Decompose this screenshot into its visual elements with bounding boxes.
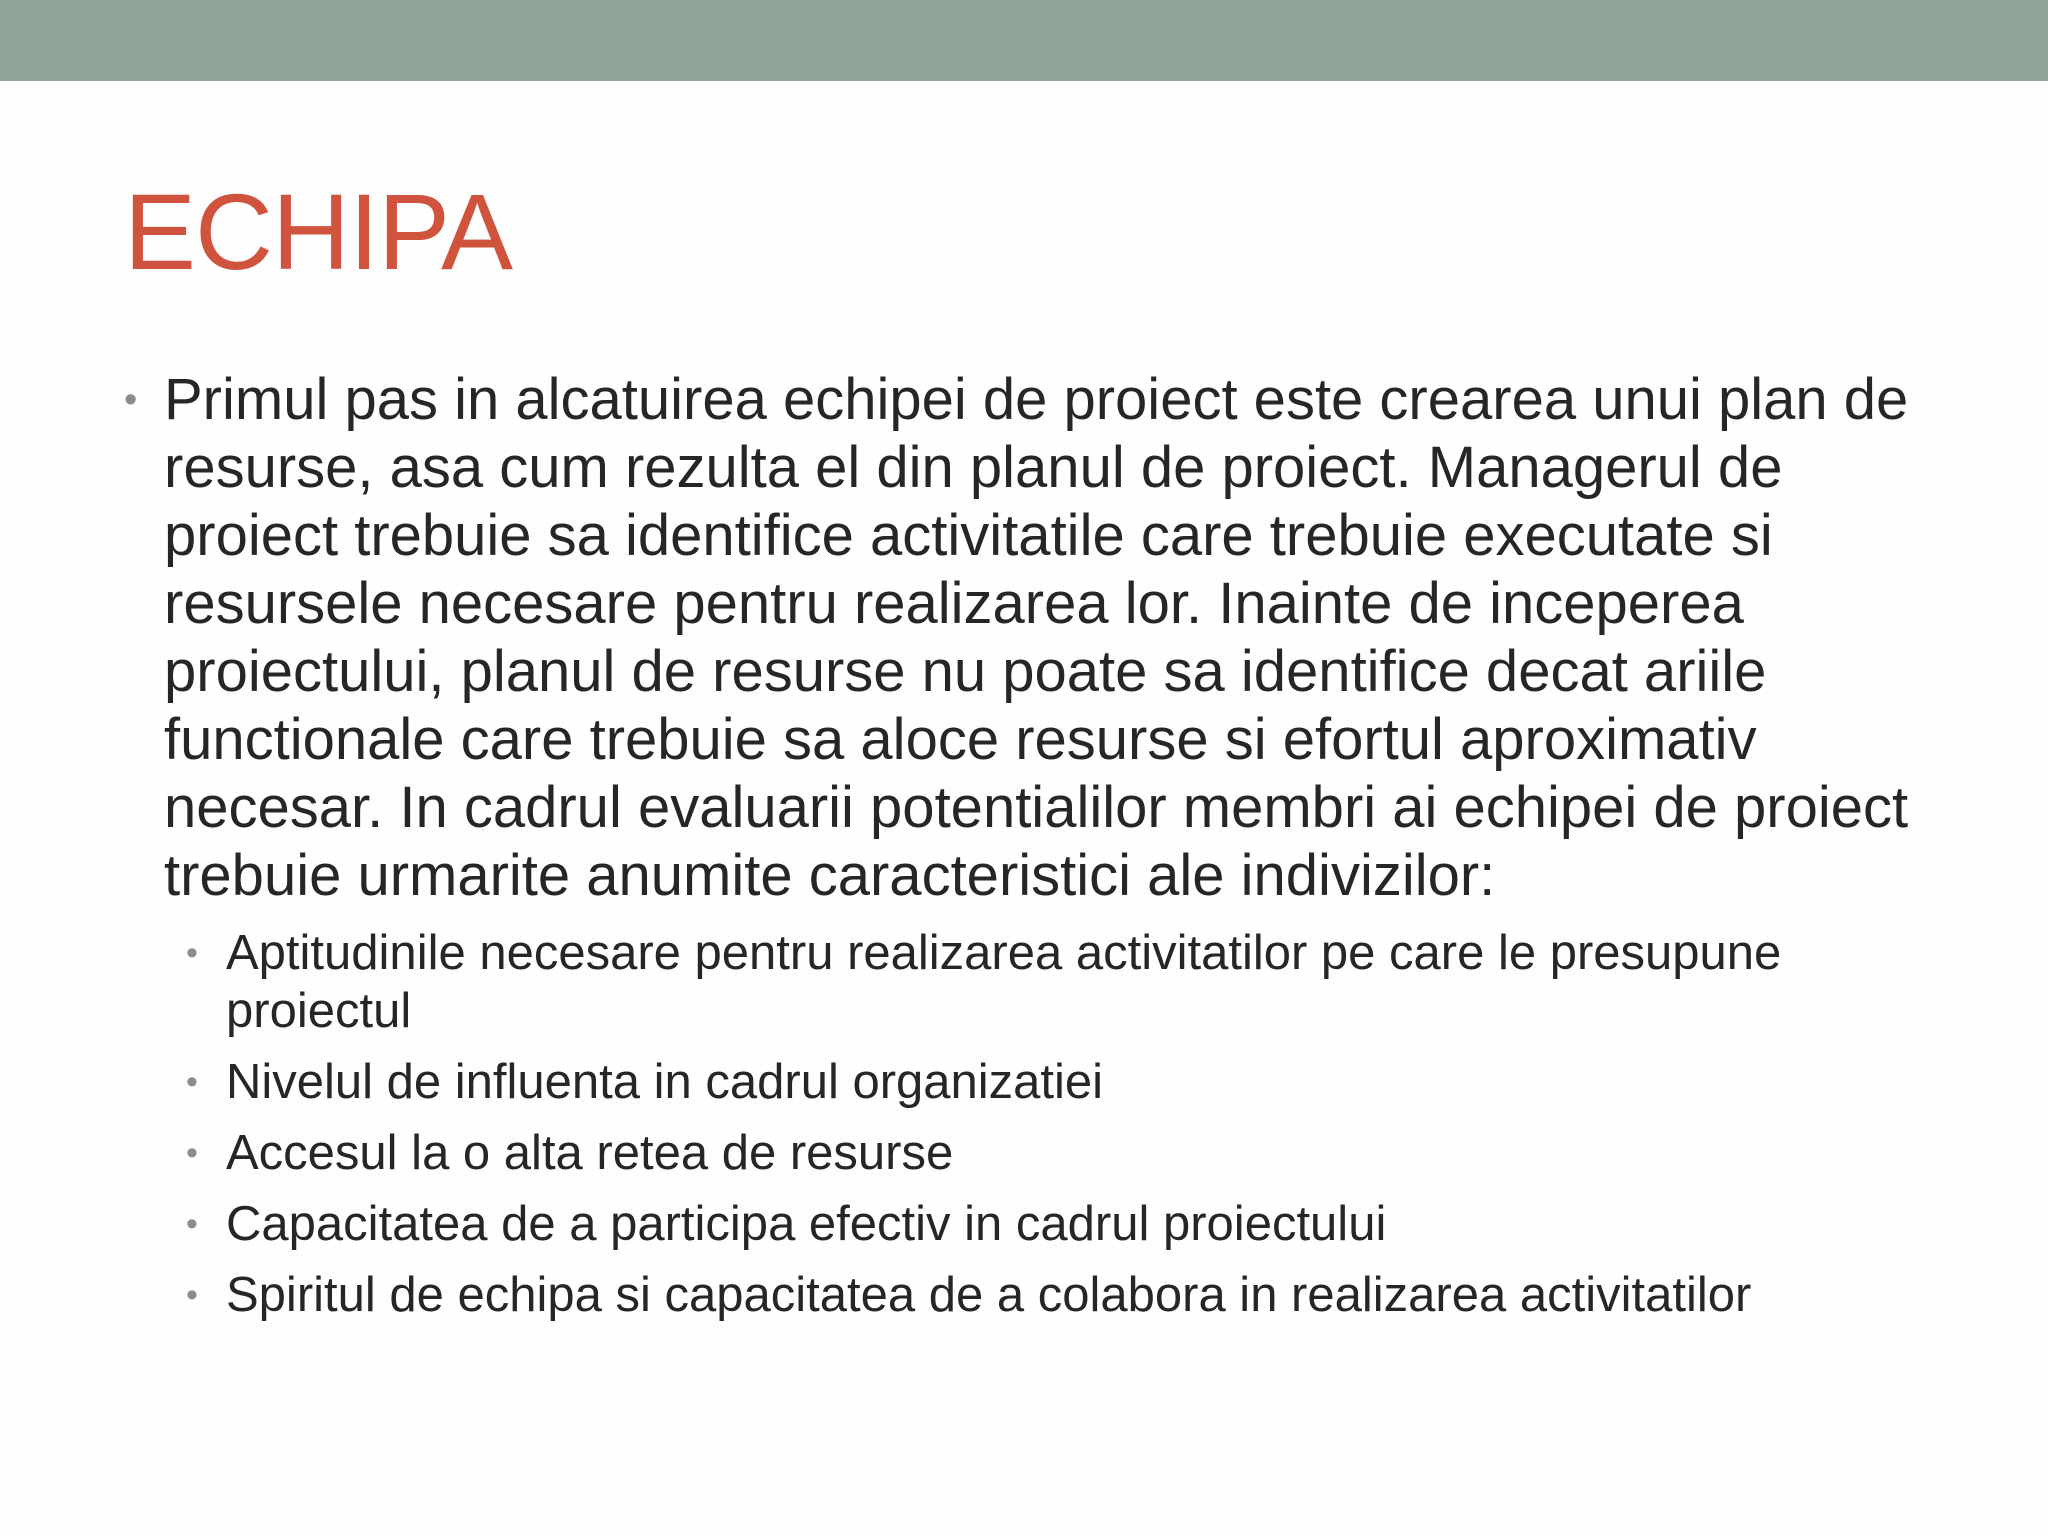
sub-bullet-text: Spiritul de echipa si capacitatea de a colabora in realizarea activitatilor xyxy=(226,1268,1752,1322)
slide-title: ECHIPA xyxy=(124,171,513,292)
sub-bullet-item xyxy=(164,1266,1940,1324)
top-accent-band xyxy=(0,0,2048,81)
main-paragraph-text: Primul pas in alcatuirea echipei de proiect este crearea unui plan de resurse, asa cum rezulta el din planul de proiect. Managerul de proiect trebuie sa identifice activitatile care trebuie executate si resursele necesare pentru realizarea lor. Inainte de inceperea proiectului, planul de resurse nu poate sa identifice decat ariile functionale care trebuie sa aloce resurse si efortul aproximativ necesar. In cadrul evaluarii potentialilor membri ai echipei de proiect trebuie urmarite anumite caracteristici ale indivizilor: xyxy=(164,367,1909,908)
sub-bullet-item xyxy=(164,1124,1940,1182)
sub-bullet-text: Capacitatea de a participa efectiv in cadrul proiectului xyxy=(226,1197,1387,1251)
bullet-icon: • xyxy=(186,1276,198,1314)
content-list xyxy=(120,366,1940,1337)
bullet-icon: • xyxy=(124,379,138,421)
main-bullet-item xyxy=(120,366,1940,1324)
sub-bullet-list xyxy=(164,924,1940,1324)
sub-bullet-item xyxy=(164,1053,1940,1111)
bullet-icon: • xyxy=(186,934,198,972)
sub-bullet-text: Accesul la o alta retea de resurse xyxy=(226,1126,954,1180)
sub-bullet-item xyxy=(164,924,1940,1040)
bullet-icon: • xyxy=(186,1063,198,1101)
sub-bullet-text: Aptitudinile necesare pentru realizarea activitatilor pe care le presupune proiectul xyxy=(226,926,1782,1038)
sub-bullet-text: Nivelul de influenta in cadrul organizatiei xyxy=(226,1055,1104,1109)
bullet-icon: • xyxy=(186,1205,198,1243)
bullet-icon: • xyxy=(186,1134,198,1172)
sub-bullet-item xyxy=(164,1195,1940,1253)
